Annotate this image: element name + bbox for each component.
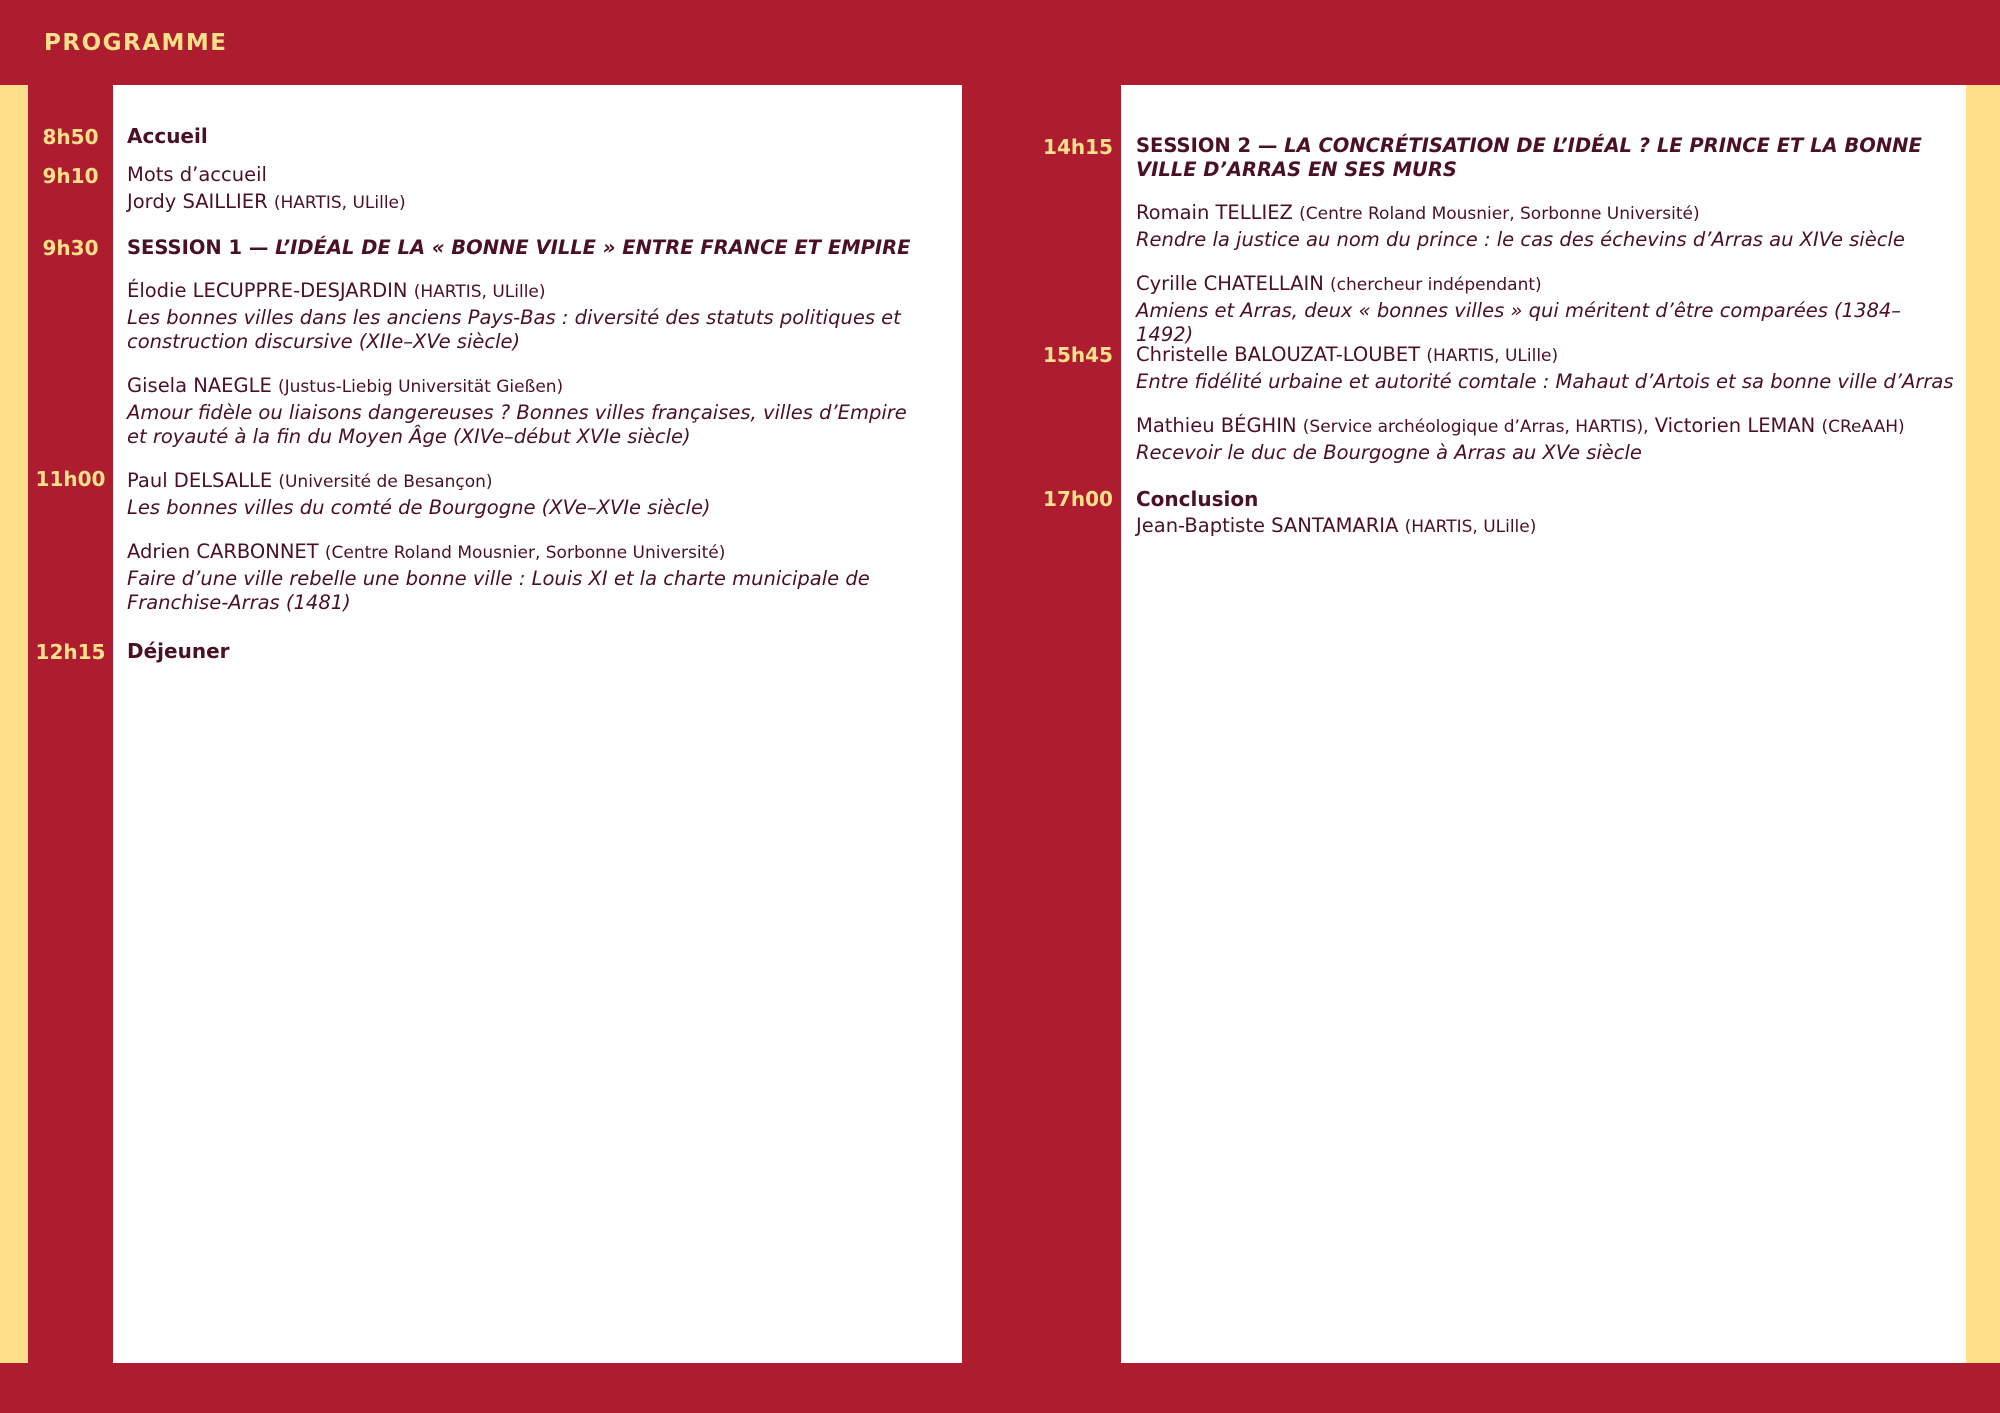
speaker-name: Victorien LEMAN — [1654, 414, 1816, 437]
talk-entry — [1136, 270, 1956, 347]
accueil-title: Accueil — [127, 124, 208, 148]
talk-title-line: et royauté à la fin du Moyen Âge (XIVe–début XVIe siècle) — [127, 425, 691, 448]
talk-title-line: Amour fidèle ou liaisons dangereuses ? Bonnes villes françaises, villes d’Empire — [127, 401, 907, 424]
session-2-heading — [1136, 134, 1956, 182]
session-2-prefix: SESSION 2 — — [1136, 134, 1285, 157]
time-label: 14h15 — [1043, 135, 1113, 159]
talk-title-line: Franchise-Arras (1481) — [127, 591, 351, 614]
session-1-prefix: SESSION 1 — — [127, 236, 276, 259]
time-label: 9h10 — [42, 164, 99, 188]
speaker-name: Christelle BALOUZAT-LOUBET — [1136, 343, 1421, 366]
speaker-name: Adrien CARBONNET — [127, 540, 319, 563]
talk-entry — [127, 277, 927, 354]
speaker-name: Cyrille CHATELLAIN — [1136, 272, 1324, 295]
time-label: 11h00 — [35, 467, 106, 491]
conclusion-title: Conclusion — [1136, 487, 1259, 511]
speaker-name: Gisela NAEGLE — [127, 374, 272, 397]
time-label: 8h50 — [42, 125, 99, 149]
time-label: 15h45 — [1043, 343, 1113, 367]
talk-entry — [127, 372, 927, 449]
talk-entry — [1136, 341, 1956, 394]
speaker-affiliation: (CReAAH) — [1821, 417, 1905, 437]
time-label: 9h30 — [42, 236, 99, 260]
speaker-name: Romain TELLIEZ — [1136, 201, 1293, 224]
talk-entry — [1136, 412, 1956, 465]
speaker-affiliation: (Centre Roland Mousnier, Sorbonne Université) — [1299, 204, 1700, 224]
conclusion-entry — [1136, 486, 1956, 541]
speaker-name: Mathieu BÉGHIN — [1136, 414, 1297, 437]
talk-entry — [127, 467, 927, 520]
speaker-affiliation: (Service archéologique d’Arras, HARTIS), — [1302, 417, 1649, 437]
speaker-affiliation: (chercheur indépendant) — [1330, 275, 1542, 295]
session-2-title-cont: VILLE D’ARRAS EN SES MURS — [1136, 158, 1457, 181]
time-label: 17h00 — [1043, 487, 1113, 511]
speaker-affiliation: (HARTIS, ULille) — [273, 193, 406, 213]
talk-title-line: Recevoir le duc de Bourgogne à Arras au XVe siècle — [1136, 441, 1642, 464]
speaker-name: Jordy SAILLIER — [127, 190, 268, 213]
dejeuner-entry — [127, 638, 927, 664]
dejeuner-title: Déjeuner — [127, 639, 230, 663]
mots-accueil-title: Mots d’accueil — [127, 163, 267, 186]
talk-title-line: Faire d’une ville rebelle une bonne ville : Louis XI et la charte municipale de — [127, 567, 870, 590]
session-2-title: LA CONCRÉTISATION DE L’IDÉAL ? LE PRINCE ET LA BONNE — [1284, 134, 1922, 157]
speaker-affiliation: (Justus-Liebig Universität Gießen) — [278, 377, 564, 397]
speaker-affiliation: (HARTIS, ULille) — [1426, 346, 1559, 366]
talk-title-line: Amiens et Arras, deux « bonnes villes » qui méritent d’être comparées (1384–1492) — [1136, 299, 1902, 346]
right-yellow-strip — [1966, 85, 2000, 1363]
talk-title-line: Entre fidélité urbaine et autorité comtale : Mahaut d’Artois et sa bonne ville d’Arras — [1136, 370, 1954, 393]
speaker-affiliation: (Centre Roland Mousnier, Sorbonne Université) — [324, 543, 726, 563]
left-yellow-strip — [0, 85, 28, 1363]
talk-title-line: Rendre la justice au nom du prince : le cas des échevins d’Arras au XIVe siècle — [1136, 228, 1905, 251]
speaker-affiliation: (HARTIS, ULille) — [1404, 517, 1537, 537]
mots-accueil-entry — [127, 161, 927, 217]
talk-entry — [127, 538, 927, 615]
talk-title-line: Les bonnes villes du comté de Bourgogne (XVe–XVIe siècle) — [127, 496, 711, 519]
session-1-heading — [127, 236, 927, 260]
speaker-name: Jean-Baptiste SANTAMARIA — [1136, 514, 1399, 537]
page-header-title: PROGRAMME — [44, 30, 228, 56]
speaker-name: Paul DELSALLE — [127, 469, 273, 492]
time-label: 12h15 — [35, 640, 106, 664]
talk-title-line: Les bonnes villes dans les anciens Pays-Bas : diversité des statuts politiques et — [127, 306, 901, 329]
talk-entry — [1136, 199, 1956, 252]
accueil-entry — [127, 123, 927, 149]
speaker-name: Élodie LECUPPRE-DESJARDIN — [127, 279, 408, 302]
speaker-affiliation: (Université de Besançon) — [278, 472, 493, 492]
talk-title-line: construction discursive (XIIe–XVe siècle) — [127, 330, 521, 353]
session-1-title: L’IDÉAL DE LA « BONNE VILLE » ENTRE FRANCE ET EMPIRE — [275, 236, 911, 259]
speaker-affiliation: (HARTIS, ULille) — [413, 282, 546, 302]
